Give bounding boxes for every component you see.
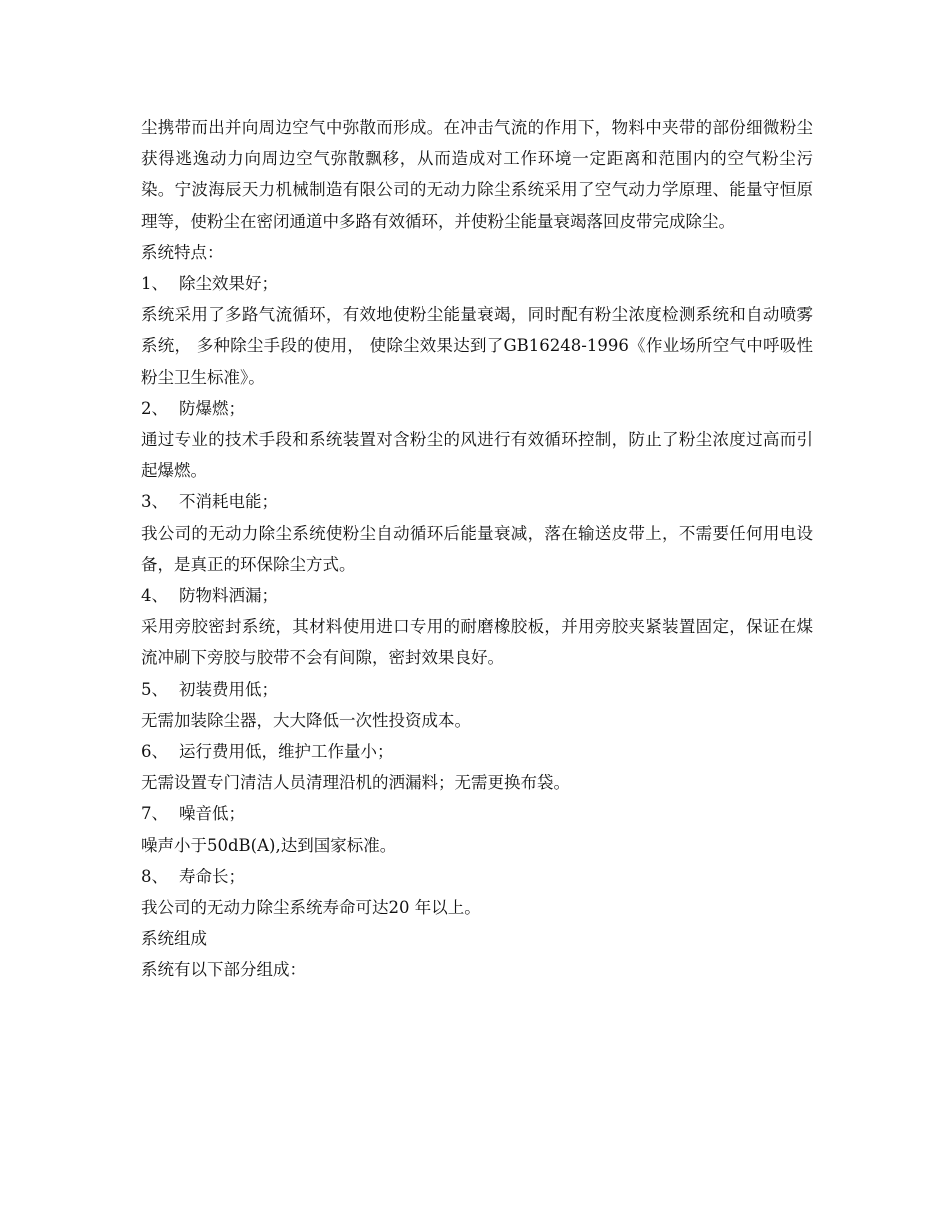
feature-title-text: 防爆燃；: [179, 398, 245, 418]
feature-title-text: 寿命长；: [179, 866, 245, 886]
feature-5-title: [141, 674, 813, 705]
intro-paragraph: 尘携带而出并向周边空气中弥散而形成。在冲击气流的作用下，物料中夹带的部份细微粉尘获得逃逸动力向周边空气弥散飘移，从而造成对工作环境一定距离和范围内的空气粉尘污染。宁波海辰天力机械制造有限公司的无动力除尘系统采用了空气动力学原理、能量守恒原理等，使粉尘在密闭通道中多路有效循环，并使粉尘能量衰竭落回皮带完成除尘。: [141, 118, 813, 231]
feature-4-title: [141, 580, 813, 611]
feature-8-description: 我公司的无动力除尘系统寿命可达20 年以上。: [141, 898, 481, 918]
feature-2-description: 通过专业的技术手段和系统装置对含粉尘的风进行有效循环控制，防止了粉尘浓度过高而引起爆燃。: [141, 430, 813, 481]
composition-heading: 系统组成: [141, 929, 207, 949]
document-page: [141, 112, 813, 986]
feature-number: 1、: [141, 274, 168, 294]
feature-4-description: 采用旁胶密封系统，其材料使用进口专用的耐磨橡胶板，并用旁胶夹紧装置固定，保证在煤流冲刷下旁胶与胶带不会有间隙，密封效果良好。: [141, 617, 813, 668]
composition-intro: 系统有以下部分组成：: [141, 960, 306, 980]
feature-6-description: 无需设置专门清洁人员清理沿机的洒漏料；无需更换布袋。: [141, 773, 570, 793]
feature-7-description: 噪声小于50dB(A),达到国家标准。: [141, 835, 397, 855]
feature-number: 5、: [141, 679, 168, 699]
feature-title-text: 防物料洒漏；: [179, 586, 278, 606]
feature-1-title: [141, 268, 813, 299]
feature-title-text: 噪音低；: [179, 804, 245, 824]
feature-2-title: [141, 393, 813, 424]
feature-number: 7、: [141, 804, 168, 824]
feature-8-title: [141, 861, 813, 892]
feature-7-title: [141, 798, 813, 829]
feature-number: 4、: [141, 586, 168, 606]
feature-5-description: 无需加装除尘器，大大降低一次性投资成本。: [141, 710, 471, 730]
feature-title-text: 运行费用低，维护工作量小；: [179, 742, 394, 762]
feature-6-title: [141, 736, 813, 767]
feature-title-text: 除尘效果好；: [179, 274, 278, 294]
feature-number: 8、: [141, 866, 168, 886]
feature-3-description: 我公司的无动力除尘系统使粉尘自动循环后能量衰减，落在输送皮带上，不需要任何用电设备，是真正的环保除尘方式。: [141, 523, 813, 574]
feature-number: 6、: [141, 742, 168, 762]
feature-3-title: [141, 486, 813, 517]
feature-title-text: 不消耗电能；: [179, 492, 278, 512]
feature-number: 2、: [141, 398, 168, 418]
feature-1-description: 系统采用了多路气流循环，有效地使粉尘能量衰竭，同时配有粉尘浓度检测系统和自动喷雾系统， 多种除尘手段的使用， 使除尘效果达到了GB16248-1996《作业场所空气中呼吸性粉尘卫生标准》。: [141, 305, 813, 387]
feature-number: 3、: [141, 492, 168, 512]
feature-title-text: 初装费用低；: [179, 679, 278, 699]
features-heading: 系统特点：: [141, 242, 224, 262]
